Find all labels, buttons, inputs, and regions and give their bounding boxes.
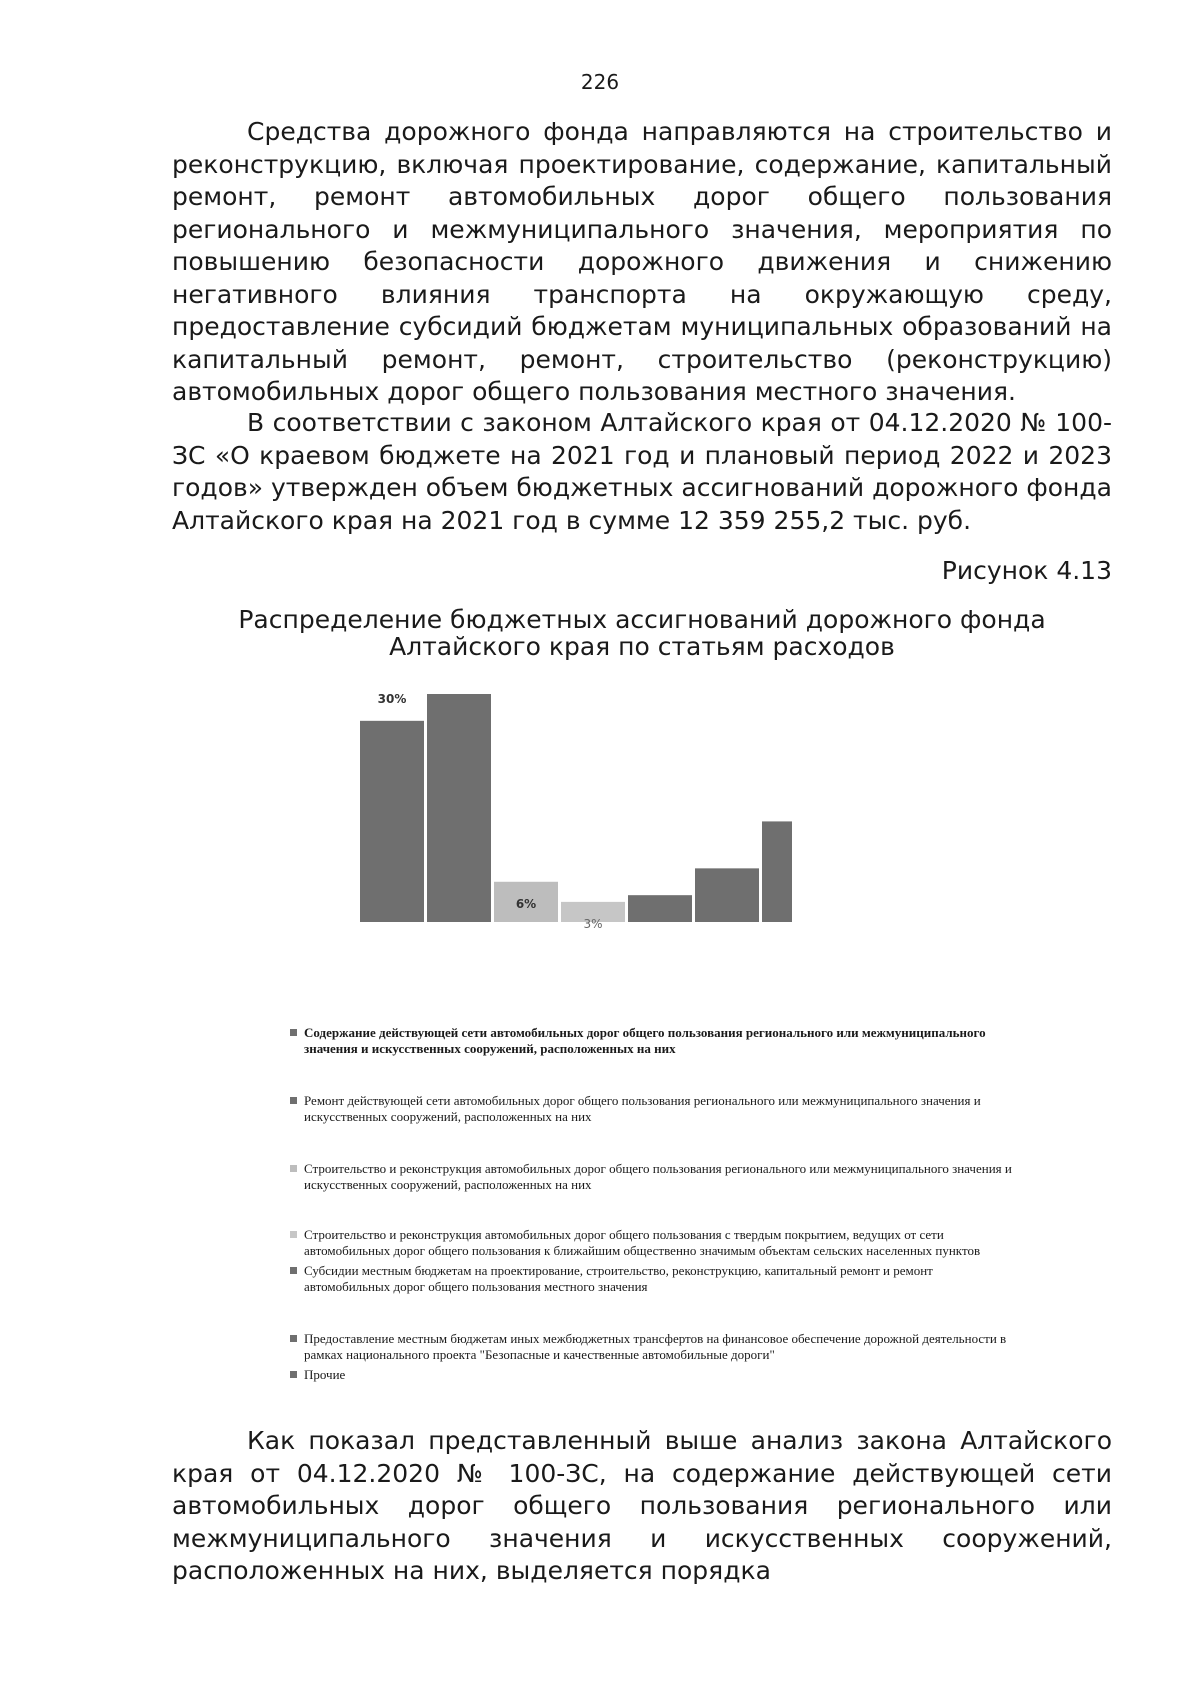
chart-legend	[290, 1025, 1020, 1383]
bar-1	[360, 721, 424, 922]
legend-swatch	[290, 1371, 297, 1378]
data-label-4: 3%	[583, 916, 603, 930]
bar-5	[628, 895, 692, 922]
bar-chart	[352, 690, 792, 930]
legend-item	[290, 1331, 1020, 1363]
legend-label: Предоставление местным бюджетам иных межбюджетных трансфертов на финансовое обеспечение дорожной деятельности в рамках национального проекта "Безопасные и качественные автомобильные дороги"	[304, 1331, 1007, 1362]
paragraph-text: В соответствии с законом Алтайского края от 04.12.2020 № 100-ЗС «О краевом бюджете на 2021 год и плановый период 2022 и 2023 годов» утвержден объем бюджетных ассигнований дорожного фонда Алтайского края на 2021 год в сумме 12 359 255,2 тыс. руб.	[172, 408, 1112, 535]
bar-7	[762, 821, 792, 922]
legend-label: Прочие	[304, 1367, 346, 1382]
legend-item	[290, 1025, 1020, 1057]
legend-item	[290, 1367, 1020, 1383]
legend-swatch	[290, 1097, 297, 1104]
legend-swatch	[290, 1335, 297, 1342]
legend-item	[290, 1093, 1020, 1125]
legend-label: Субсидии местным бюджетам на проектирование, строительство, реконструкцию, капитальный ремонт и ремонт автомобильных дорог общего пользования местного значения	[304, 1263, 933, 1294]
data-label-3: 6%	[515, 896, 537, 911]
paragraph-budget-law	[172, 407, 1112, 537]
legend-swatch	[290, 1165, 297, 1172]
legend-item	[290, 1161, 1020, 1193]
bar-6	[695, 868, 759, 922]
data-label-1: 30%	[377, 691, 407, 706]
paragraph-analysis	[172, 1425, 1112, 1588]
paragraph-text: Как показал представленный выше анализ закона Алтайского края от 04.12.2020 № 100-ЗС, на содержание действующей сети автомобильных дорог общего пользования регионального или межмуниципального значения и искусственных сооружений, расположенных на них, выделяется порядка	[172, 1426, 1112, 1585]
legend-swatch	[290, 1029, 297, 1036]
figure-label: Рисунок 4.13	[941, 556, 1112, 585]
legend-label: Строительство и реконструкция автомобильных дорог общего пользования с твердым покрытием, ведущих от сети автомобильных дорог общего пользования к ближайшим общественно значимым объектам сельских населенных пунктов	[304, 1227, 981, 1258]
legend-label: Ремонт действующей сети автомобильных дорог общего пользования регионального или межмуниципального значения и искусственных сооружений, расположенных на них	[304, 1093, 981, 1124]
page-number: 226	[580, 70, 620, 94]
paragraph-text: Средства дорожного фонда направляются на строительство и реконструкцию, включая проектирование, содержание, капитальный ремонт, ремонт автомобильных дорог общего пользования регионального и межмуниципального значения, мероприятия по повышению безопасности дорожного движения и снижению негативного влияния транспорта на окружающую среду, предоставление субсидий бюджетам муниципальных образований на капитальный ремонт, ремонт, строительство (реконструкцию) автомобильных дорог общего пользования местного значения.	[172, 117, 1112, 406]
legend-item	[290, 1227, 1020, 1259]
bar-2	[427, 694, 491, 922]
figure-title: Распределение бюджетных ассигнований дорожного фонда Алтайского края по статьям расходов	[238, 605, 1046, 661]
legend-swatch	[290, 1267, 297, 1274]
paragraph-road-fund-purpose	[172, 116, 1112, 409]
legend-label: Содержание действующей сети автомобильных дорог общего пользования регионального или межмуниципального значения и искусственных сооружений, расположенных на них	[304, 1025, 986, 1056]
legend-item	[290, 1263, 1020, 1295]
legend-label: Строительство и реконструкция автомобильных дорог общего пользования регионального или межмуниципального значения и искусственных сооружений, расположенных на них	[304, 1161, 1012, 1192]
legend-swatch	[290, 1231, 297, 1238]
